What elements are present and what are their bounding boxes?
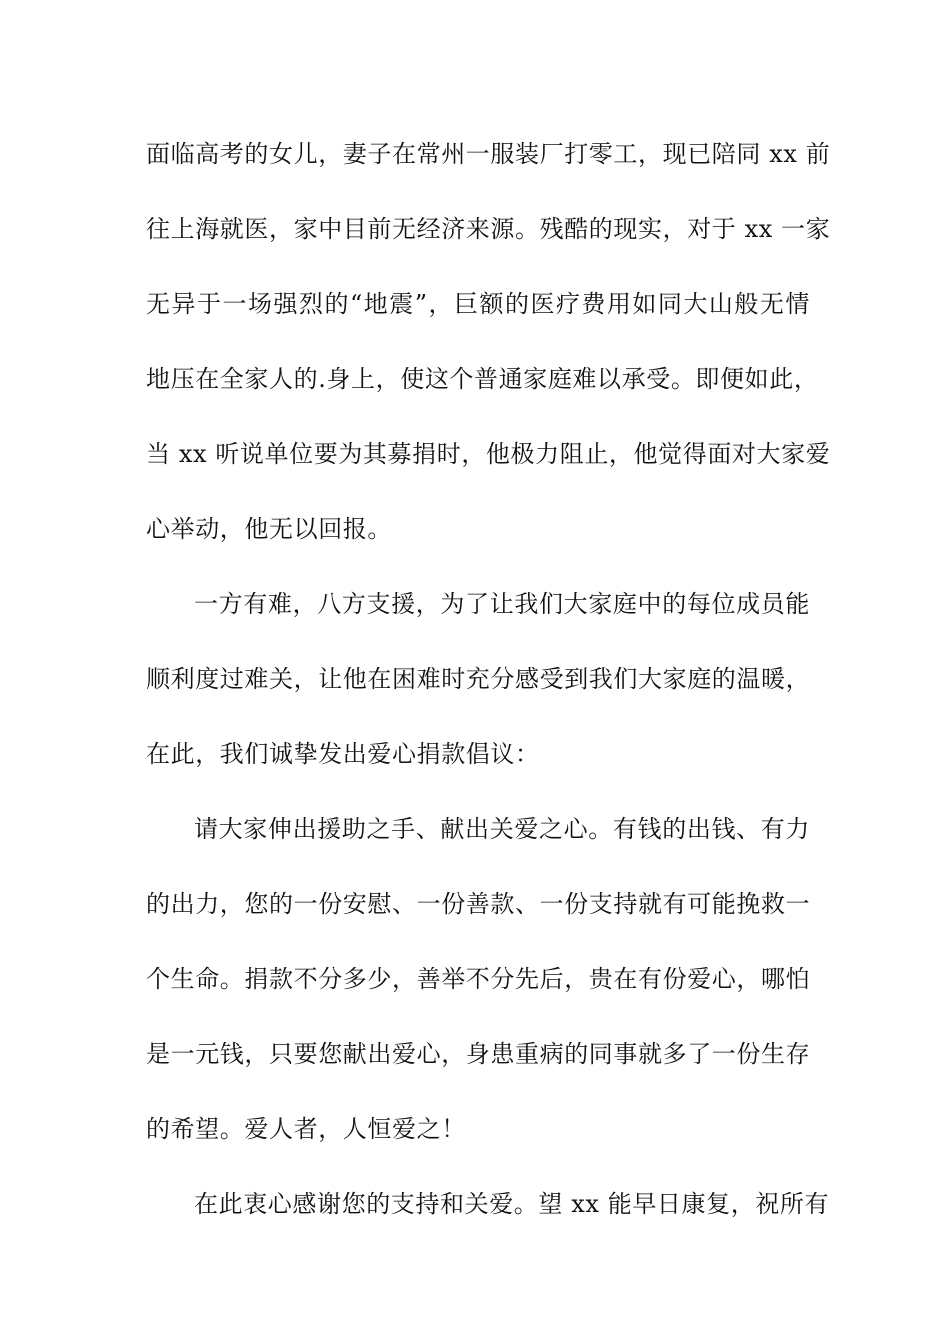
text-line: 面临高考的女儿，妻子在常州一服装厂打零工，现已陪同 xx 前	[146, 140, 831, 168]
text-line: 地压在全家人的.身上，使这个普通家庭难以承受。即便如此，	[146, 365, 819, 393]
text-line: 请大家伸出援助之手、献出关爱之心。有钱的出钱、有力	[194, 815, 810, 843]
text-line: 顺利度过难关，让他在困难时充分感受到我们大家庭的温暖，	[146, 665, 811, 693]
text-line: 当 xx 听说单位要为其募捐时，他极力阻止，他觉得面对大家爱	[146, 440, 831, 468]
text-line: 个生命。捐款不分多少，善举不分先后，贵在有份爱心，哪怕	[146, 965, 811, 993]
text-line: 的出力，您的一份安慰、一份善款、一份支持就有可能挽救一	[146, 890, 811, 918]
text-line: 的希望。爱人者，人恒爱之！	[146, 1115, 466, 1143]
text-line: 往上海就医，家中目前无经济来源。残酷的现实，对于 xx 一家	[146, 215, 831, 243]
text-line: 在此，我们诚挚发出爱心捐款倡议：	[146, 740, 540, 768]
text-line: 无异于一场强烈的“地震”，巨额的医疗费用如同大山般无情	[146, 290, 810, 318]
text-line: 是一元钱，只要您献出爱心，身患重病的同事就多了一份生存	[146, 1040, 811, 1068]
text-line: 心举动，他无以回报。	[146, 515, 392, 543]
text-line: 在此衷心感谢您的支持和关爱。望 xx 能早日康复，祝所有	[194, 1190, 830, 1218]
text-line: 一方有难，八方支援，为了让我们大家庭中的每位成员能	[194, 590, 810, 618]
